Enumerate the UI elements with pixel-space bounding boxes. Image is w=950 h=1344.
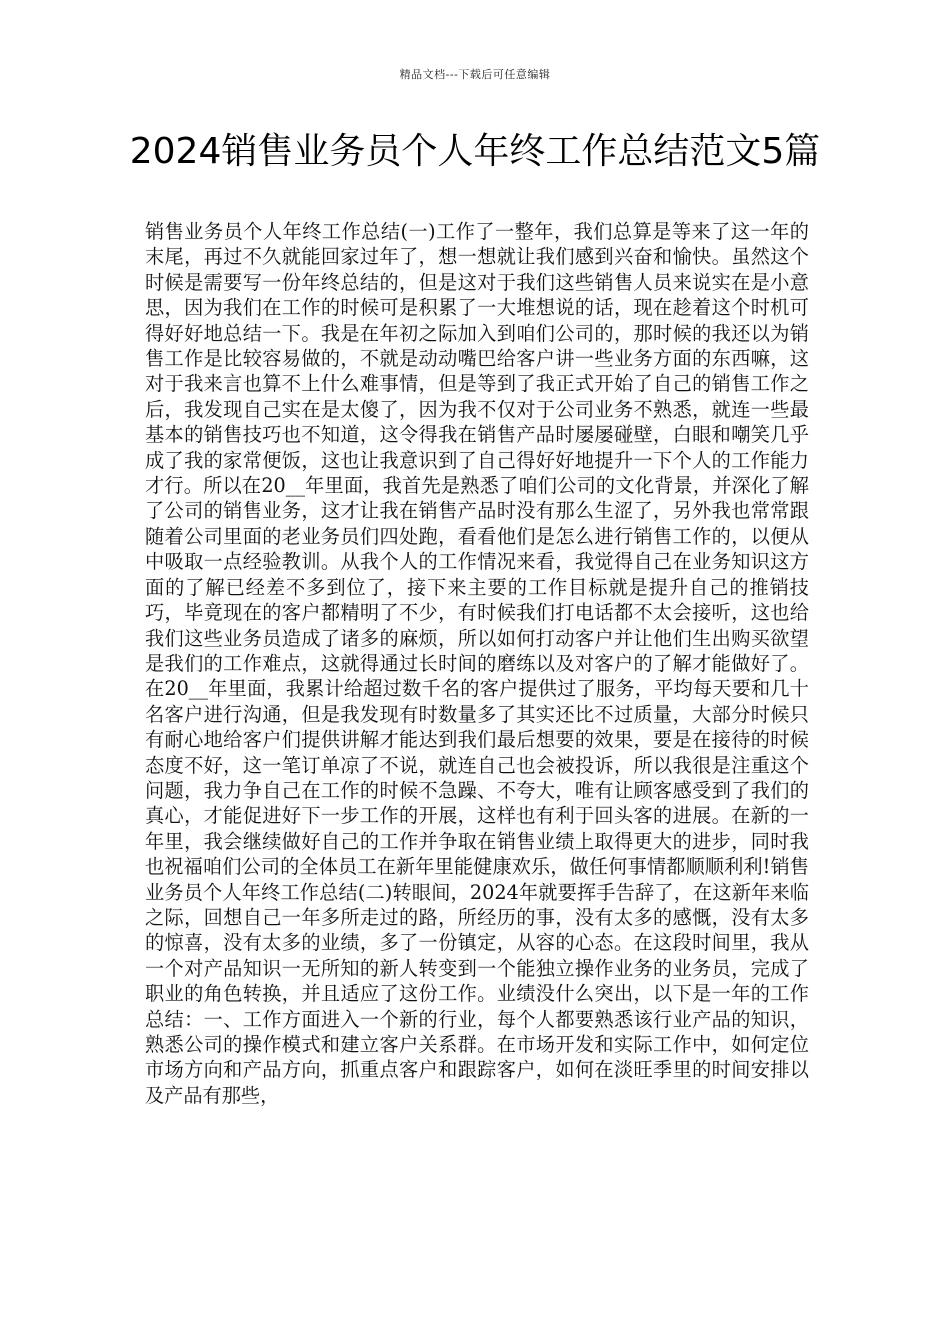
- document-body: 销售业务员个人年终工作总结(一)工作了一整年，我们总算是等来了这一年的末尾，再过不久就能回家过年了，想一想就让我们感到兴奋和愉快。虽然这个时候是需要写一份年终总结的，但是这对于我们这些销售人员来说实在是小意思，因为我们在工作的时候可是积累了一大堆想说的话，现在趁着这个时机可得好好地总结一下。我是在年初之际加入到咱们公司的，那时候的我还以为销售工作是比较容易做的，不就是动动嘴巴给客户讲一些业务方面的东西嘛，这对于我来言也算不上什么难事情，但是等到了我正式开始了自己的销售工作之后，我发现自己实在是太傻了，因为我不仅对于公司业务不熟悉，就连一些最基本的销售技巧也不知道，这令得我在销售产品时屡屡碰壁，白眼和嘲笑几乎成了我的家常便饭，这也让我意识到了自己得好好地提升一下个人的工作能力才行。所以在20__年里面，我首先是熟悉了咱们公司的文化背景，并深化了解了公司的销售业务，这才让我在销售产品时没有那么生涩了，另外我也常常跟随着公司里面的老业务员们四处跑，看看他们是怎么进行销售工作的，以便从中吸取一点经验教训。从我个人的工作情况来看，我觉得自己在业务知识这方面的了解已经差不多到位了，接下来主要的工作目标就是提升自己的推销技巧，毕竟现在的客户都精明了不少，有时候我们打电话都不太会接听，这也给我们这些业务员造成了诸多的麻烦，所以如何打动客户并让他们生出购买欲望是我们的工作难点，这就得通过长时间的磨练以及对客户的了解才能做好了。在20__年里面，我累计给超过数千名的客户提供过了服务，平均每天要和几十名客户进行沟通，但是我发现有时数量多了其实还比不过质量，大部分时候只有耐心地给客户们提供讲解才能达到我们最后想要的效果，要是在接待的时候态度不好，这一笔订单凉了不说，就连自己也会被投诉，所以我很是注重这个问题，我力争自己在工作的时候不急躁、不夸大，唯有让顾客感受到了我们的真心，才能促进好下一步工作的开展，这样也有利于回头客的进展。在新的一年里，我会继续做好自己的工作并争取在销售业绩上取得更大的进步，同时我也祝福咱们公司的全体员工在新年里能健康欢乐，做任何事情都顺顺利利!销售业务员个人年终工作总结(二)转眼间，2024年就要挥手告辞了，在这新年来临之际，回想自己一年多所走过的路，所经历的事，没有太多的感慨，没有太多的惊喜，没有太多的业绩，多了一份镇定，从容的心态。在这段时间里，我从一个对产品知识一无所知的新人转变到一个能独立操作业务的业务员，完成了职业的角色转换，并且适应了这份工作。业绩没什么突出，以下是一年的工作总结：一、工作方面进入一个新的行业，每个人都要熟悉该行业产品的知识，熟悉公司的操作模式和建立客户关系群。在市场开发和实际工作中，如何定位市场方向和产品方向，抓重点客户和跟踪客户，如何在淡旺季里的时间安排以及产品有那些，: [145, 220, 809, 1107]
- document-title: 2024销售业务员个人年终工作总结范文5篇: [129, 131, 821, 172]
- page-header: 精品文档---下载后可任意编辑: [399, 68, 551, 81]
